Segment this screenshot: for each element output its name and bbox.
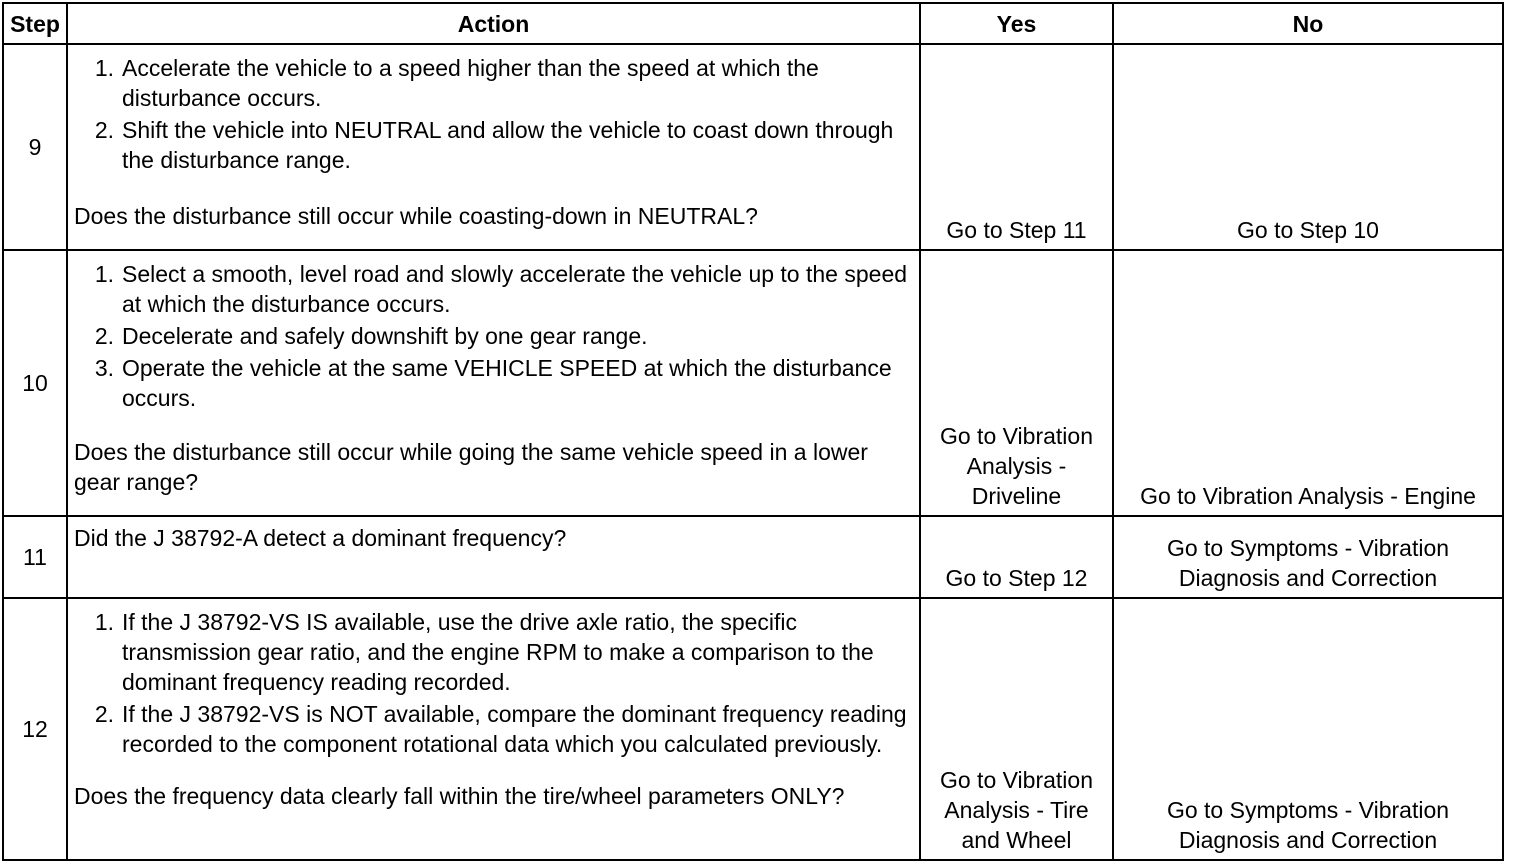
step-item-text: Decelerate and safely downshift by one gear range. xyxy=(122,323,648,349)
step-item-number: 1. xyxy=(94,261,114,287)
diagnostic-table xyxy=(2,2,1504,861)
action-steps xyxy=(74,607,915,759)
yes-result: Go to Step 12 xyxy=(920,516,1113,598)
step-number: 12 xyxy=(3,598,67,860)
step-item-number: 3. xyxy=(94,355,114,381)
header-row xyxy=(3,3,1503,44)
no-result: Go to Symptoms - Vibration Diagnosis and Correction xyxy=(1113,516,1503,598)
header-no: No xyxy=(1113,3,1503,44)
step-item-number: 2. xyxy=(94,701,114,727)
action-step-item xyxy=(94,321,915,351)
header-step: Step xyxy=(3,3,67,44)
step-item-number: 2. xyxy=(94,323,114,349)
action-step-item xyxy=(94,607,915,697)
step-item-number: 1. xyxy=(94,609,114,635)
step-item-text: Operate the vehicle at the same VEHICLE SPEED at which the disturbance occurs. xyxy=(122,355,892,411)
step-number: 10 xyxy=(3,250,67,516)
table-row-step-12 xyxy=(3,598,1503,860)
yes-result: Go to Vibration Analysis - Tire and Wheel xyxy=(920,598,1113,860)
step-item-text: Accelerate the vehicle to a speed higher than the speed at which the disturbance occurs. xyxy=(122,55,819,111)
header-action: Action xyxy=(67,3,920,44)
yes-result: Go to Vibration Analysis - Driveline xyxy=(920,250,1113,516)
action-step-item xyxy=(94,353,915,413)
step-item-number: 2. xyxy=(94,117,114,143)
action-steps xyxy=(74,53,915,175)
action-step-item xyxy=(94,699,915,759)
action-question: Does the disturbance still occur while going the same vehicle speed in a lower gear range? xyxy=(74,439,868,495)
action-cell xyxy=(67,44,920,250)
action-cell xyxy=(67,250,920,516)
step-item-number: 1. xyxy=(94,55,114,81)
no-result: Go to Step 10 xyxy=(1113,44,1503,250)
table-row-step-10 xyxy=(3,250,1503,516)
step-item-text: If the J 38792-VS IS available, use the drive axle ratio, the specific transmission gear ratio, and the engine RPM to make a comparison to the dominant frequency reading recorded. xyxy=(122,609,874,695)
step-item-text: Select a smooth, level road and slowly accelerate the vehicle up to the speed at which the disturbance occurs. xyxy=(122,261,908,317)
action-question: Does the frequency data clearly fall within the tire/wheel parameters ONLY? xyxy=(74,783,845,809)
action-question: Does the disturbance still occur while coasting-down in NEUTRAL? xyxy=(74,203,758,229)
no-result: Go to Vibration Analysis - Engine xyxy=(1113,250,1503,516)
yes-result: Go to Step 11 xyxy=(920,44,1113,250)
header-yes: Yes xyxy=(920,3,1113,44)
action-step-item xyxy=(94,115,915,175)
table-row-step-9 xyxy=(3,44,1503,250)
table-row-step-11 xyxy=(3,516,1503,598)
action-question: Did the J 38792-A detect a dominant frequency? xyxy=(67,516,920,598)
action-steps xyxy=(74,259,915,413)
action-step-item xyxy=(94,259,915,319)
no-result: Go to Symptoms - Vibration Diagnosis and Correction xyxy=(1113,598,1503,860)
step-number: 9 xyxy=(3,44,67,250)
action-cell xyxy=(67,598,920,860)
step-number: 11 xyxy=(3,516,67,598)
action-step-item xyxy=(94,53,915,113)
step-item-text: Shift the vehicle into NEUTRAL and allow the vehicle to coast down through the disturbance range. xyxy=(122,117,894,173)
step-item-text: If the J 38792-VS is NOT available, compare the dominant frequency reading recorded to the component rotational data which you calculated previously. xyxy=(122,701,907,757)
